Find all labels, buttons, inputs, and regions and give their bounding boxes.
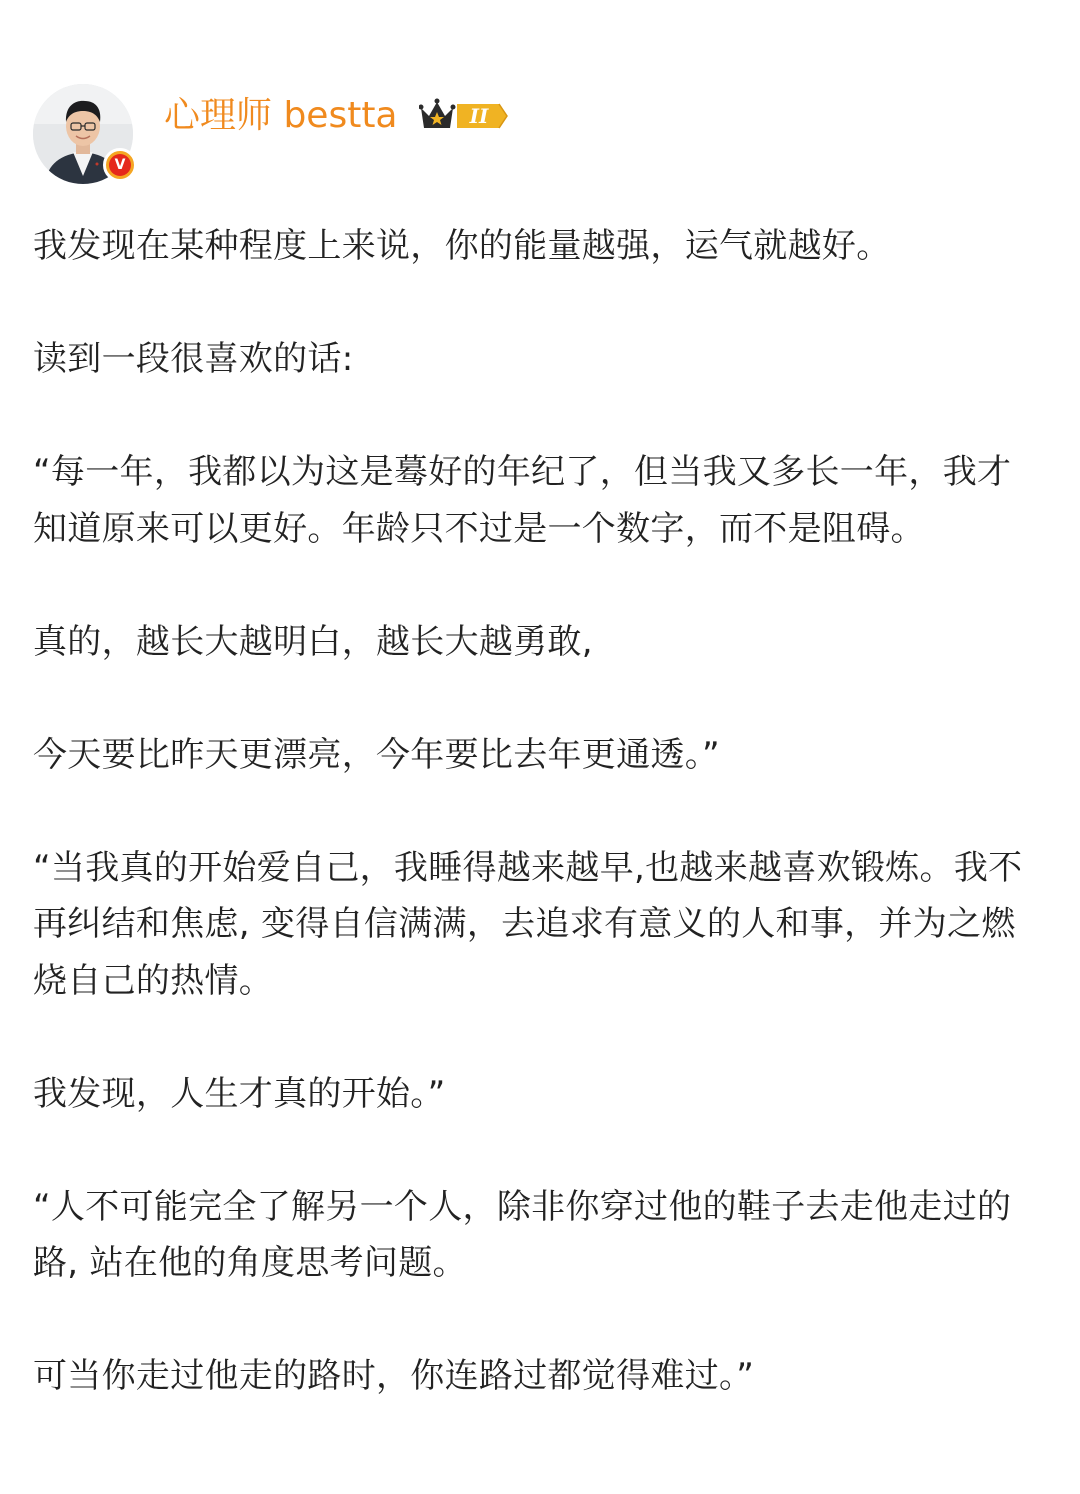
post-paragraph: “每一年，我都以为这是蓦好的年纪了，但当我又多长一年，我才知道原来可以更好。年龄只不过是一个数字，而不是阻碍。 (33, 452, 1012, 549)
verified-badge-icon (103, 148, 137, 182)
post-paragraph: 真的，越长大越明白，越长大越勇敢, (33, 621, 593, 662)
post-paragraph: 可当你走过他走的路时，你连路过都觉得难过。” (33, 1356, 755, 1396)
post-paragraph: 今天要比昨天更漂亮，今年要比去年更通透。” (33, 734, 720, 775)
member-level-badge[interactable] (419, 98, 515, 134)
post-body (33, 218, 1043, 1461)
post-paragraph: 读到一段很喜欢的话: (33, 339, 354, 379)
verified-badge-label: V (109, 154, 131, 176)
post-paragraph: “人不可能完全了解另一个人，除非你穿过他的鞋子去走他走过的路, 站在他的角度思考问题。 (33, 1186, 1012, 1283)
post-header (33, 84, 1033, 186)
post-paragraph: 我发现在某种程度上来说，你的能量越强，运气就越好。 (33, 226, 891, 266)
author-name[interactable]: 心理师 bestta (164, 95, 398, 136)
member-level-label: II (469, 104, 489, 128)
post-paragraph: 我发现，人生才真的开始。” (33, 1073, 446, 1114)
post-paragraph: “当我真的开始爱自己，我睡得越来越早,也越来越喜欢锻炼。我不再纠结和焦虑, 变得自信满满，去追求有意义的人和事，并为之燃烧自己的热情。 (33, 847, 1023, 1001)
